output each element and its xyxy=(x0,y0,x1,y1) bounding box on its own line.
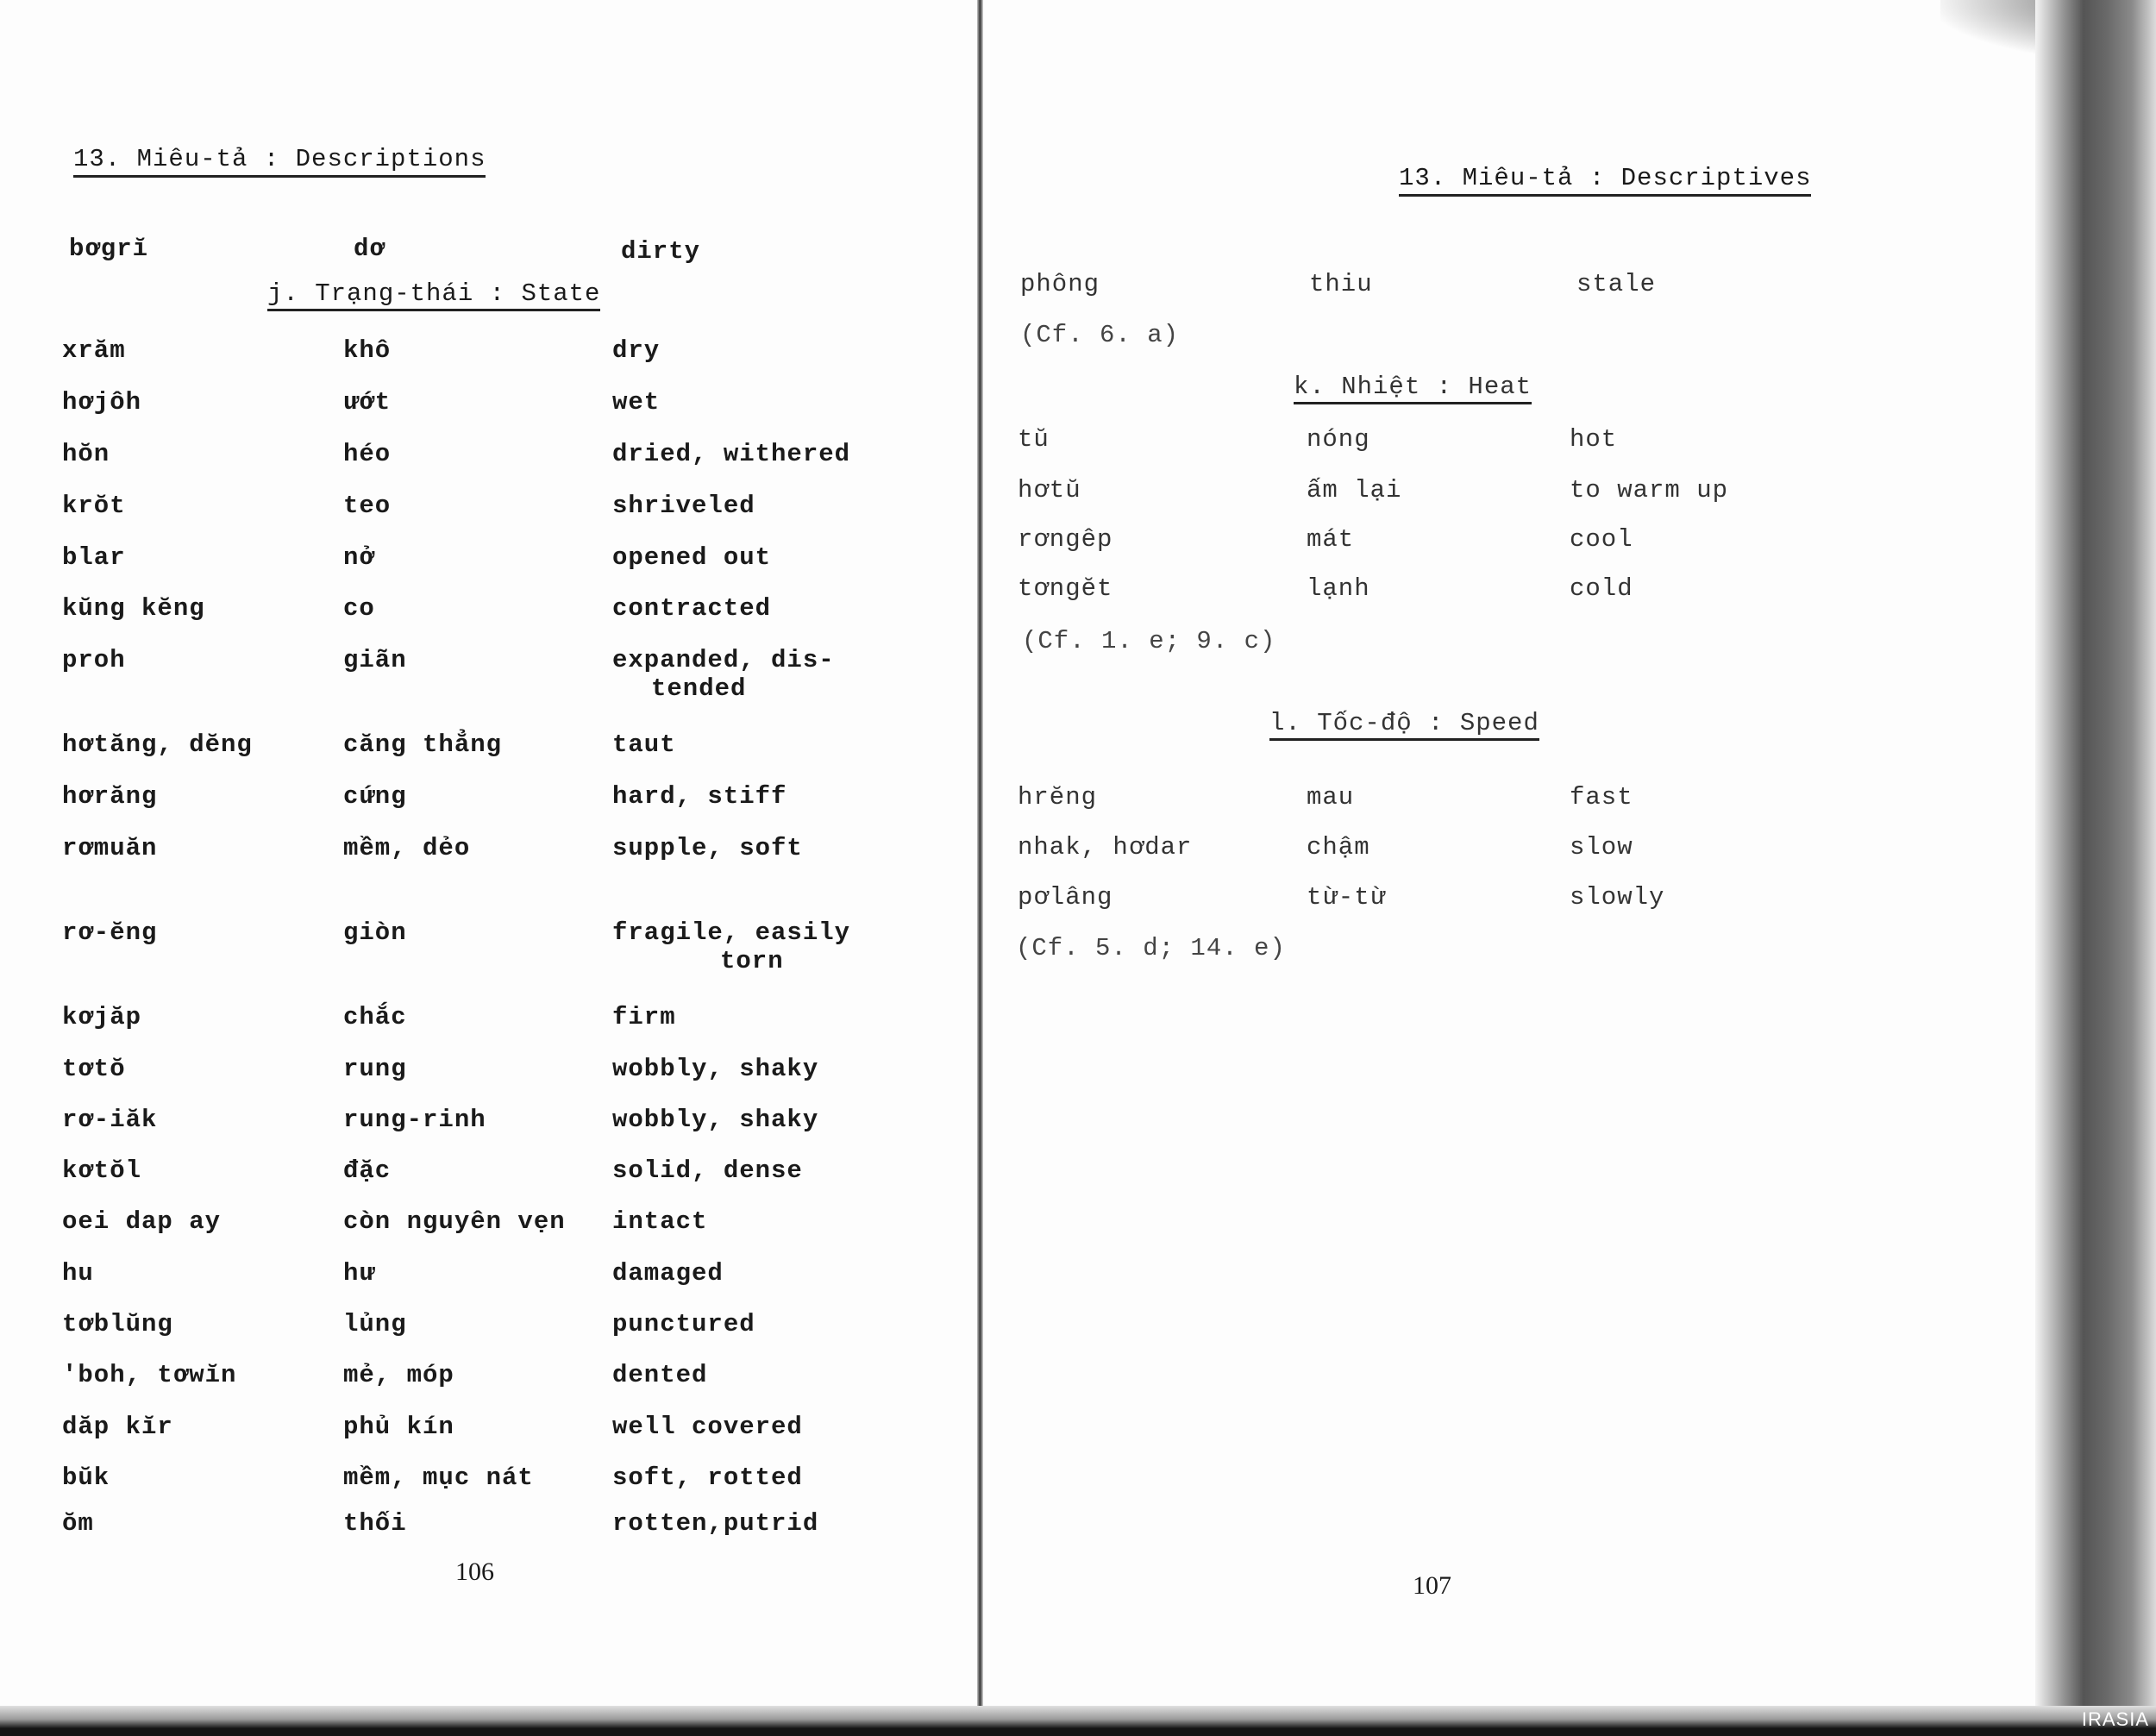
watermark: IRASIA xyxy=(2081,1708,2149,1730)
cell-english xyxy=(612,646,835,703)
section-heading-speed: l. Tốc-độ : Speed xyxy=(1269,709,1539,741)
cell-english: hot xyxy=(1570,425,1618,454)
cell-vietnamese: chậm xyxy=(1307,833,1370,862)
cell-vietnamese: hư xyxy=(343,1259,375,1288)
cell-english: solid, dense xyxy=(612,1156,803,1185)
cell-vietnamese: mẻ, móp xyxy=(343,1361,454,1389)
cell-vietnamese: lủng xyxy=(343,1310,407,1338)
cell-term: tŭ xyxy=(1018,425,1050,454)
cell-english: hard, stiff xyxy=(612,782,787,811)
page-number: 106 xyxy=(455,1557,494,1586)
cell-english: cool xyxy=(1570,525,1633,554)
cross-reference: (Cf. 5. d; 14. e) xyxy=(1016,934,1286,962)
cell-term: blar xyxy=(62,543,126,572)
book-spine xyxy=(977,0,983,1736)
cell-vietnamese: ấm lại xyxy=(1307,476,1402,505)
cell-vietnamese: mềm, mục nát xyxy=(343,1463,534,1492)
cell-english: slowly xyxy=(1570,883,1665,912)
cell-vietnamese: còn nguyên vẹn xyxy=(343,1207,566,1236)
cell-english: stale xyxy=(1576,270,1657,298)
cell-term: bŭk xyxy=(62,1463,110,1492)
cell-vietnamese: từ-từ xyxy=(1307,883,1387,912)
cell-vietnamese: mát xyxy=(1307,525,1355,554)
cell-vietnamese: teo xyxy=(343,492,392,520)
cell-vietnamese: lạnh xyxy=(1307,574,1370,603)
cell-term: kŭng kĕng xyxy=(62,594,205,623)
cell-vietnamese: mềm, dẻo xyxy=(343,834,471,862)
cell-term: hơjôh xyxy=(62,388,142,417)
cell-term: tơtŏ xyxy=(62,1055,126,1083)
cell-term: rơ-iăk xyxy=(62,1106,158,1134)
cell-term: tơblŭng xyxy=(62,1310,173,1338)
cell-term: hơtăng, dĕng xyxy=(62,730,253,759)
cell-term: nhak, hơdar xyxy=(1018,833,1193,862)
cell-term: pơlâng xyxy=(1018,883,1113,912)
cell-term: rơmuăn xyxy=(62,834,158,862)
cell-term: xrăm xyxy=(62,336,126,365)
cell-term: 'boh, tơwĭn xyxy=(62,1361,237,1389)
cell-english: dented xyxy=(612,1361,708,1389)
cell-english: dried, withered xyxy=(612,440,851,468)
cell-vietnamese: dơ xyxy=(354,235,385,263)
cell-term: krŏt xyxy=(62,492,126,520)
cell-term: hŏn xyxy=(62,440,110,468)
cell-english-line: fragile, easily xyxy=(612,918,851,947)
cell-term: hơrăng xyxy=(62,782,158,811)
cell-english: firm xyxy=(612,1003,676,1031)
cell-vietnamese: mau xyxy=(1307,783,1355,812)
cell-english: intact xyxy=(612,1207,708,1236)
cell-english: supple, soft xyxy=(612,834,803,862)
cell-term: rơngêp xyxy=(1018,525,1113,554)
cell-term: hu xyxy=(62,1259,94,1288)
cell-vietnamese: co xyxy=(343,594,375,623)
cell-vietnamese: giòn xyxy=(343,918,407,947)
cell-english: wobbly, shaky xyxy=(612,1055,819,1083)
cross-reference: (Cf. 1. e; 9. c) xyxy=(1022,627,1276,655)
cell-vietnamese: ướt xyxy=(343,388,392,417)
cell-term: bơgrĭ xyxy=(69,235,149,263)
cell-vietnamese: đặc xyxy=(343,1156,392,1185)
cross-reference: (Cf. 6. a) xyxy=(1020,321,1180,349)
cell-english xyxy=(612,918,850,975)
page-heading: 13. Miêu-tả : Descriptions xyxy=(73,145,486,178)
section-heading-state: j. Trạng-thái : State xyxy=(267,279,600,311)
cell-term: kơtŏl xyxy=(62,1156,142,1185)
cell-english: taut xyxy=(612,730,676,759)
cell-vietnamese: căng thẳng xyxy=(343,730,503,759)
cell-english: wobbly, shaky xyxy=(612,1106,819,1134)
cell-term: phông xyxy=(1020,270,1100,298)
cell-term: ŏm xyxy=(62,1509,94,1538)
cell-term: rơ-ĕng xyxy=(62,918,158,947)
right-page xyxy=(983,0,2061,1736)
cell-vietnamese: nóng xyxy=(1307,425,1370,454)
cell-vietnamese: cứng xyxy=(343,782,407,811)
cell-vietnamese: rung xyxy=(343,1055,407,1083)
cell-term: proh xyxy=(62,646,126,674)
cell-vietnamese: thiu xyxy=(1309,270,1373,298)
page-number: 107 xyxy=(1413,1571,1451,1600)
cell-english: opened out xyxy=(612,543,772,572)
page-heading: 13. Miêu-tả : Descriptives xyxy=(1399,164,1811,197)
cell-english-continuation: tended xyxy=(651,674,747,703)
cell-english: wet xyxy=(612,388,661,417)
cell-term: dăp kĭr xyxy=(62,1413,173,1441)
cell-vietnamese: giãn xyxy=(343,646,407,674)
cell-english: shriveled xyxy=(612,492,755,520)
cell-vietnamese: héo xyxy=(343,440,392,468)
cell-english: fast xyxy=(1570,783,1633,812)
cell-term: oei dap ay xyxy=(62,1207,222,1236)
left-page xyxy=(0,0,980,1736)
cell-english: dirty xyxy=(621,237,701,266)
cell-english: to warm up xyxy=(1570,476,1729,505)
cell-vietnamese: rung-rinh xyxy=(343,1106,486,1134)
page-edge-shadow xyxy=(2035,0,2156,1736)
cell-english-continuation: torn xyxy=(720,947,784,975)
cell-vietnamese: chắc xyxy=(343,1003,407,1031)
cell-english: soft, rotted xyxy=(612,1463,803,1492)
cell-vietnamese: thối xyxy=(343,1509,407,1538)
cell-vietnamese: khô xyxy=(343,336,392,365)
cell-english: dry xyxy=(612,336,661,365)
cell-term: hơtŭ xyxy=(1018,476,1081,505)
cell-term: tơngĕt xyxy=(1018,574,1113,603)
cell-english-line: expanded, dis- xyxy=(612,646,835,674)
cell-english: damaged xyxy=(612,1259,724,1288)
cell-english: rotten,putrid xyxy=(612,1509,819,1538)
cell-vietnamese: phủ kín xyxy=(343,1413,454,1441)
cell-english: contracted xyxy=(612,594,772,623)
cell-english: cold xyxy=(1570,574,1633,603)
cell-vietnamese: nở xyxy=(343,543,375,572)
cell-english: punctured xyxy=(612,1310,755,1338)
cell-term: hrĕng xyxy=(1018,783,1098,812)
cell-english: well covered xyxy=(612,1413,803,1441)
scan-bottom-edge xyxy=(0,1706,2156,1736)
section-heading-heat: k. Nhiệt : Heat xyxy=(1294,373,1532,404)
cell-term: kơjăp xyxy=(62,1003,142,1031)
cell-english: slow xyxy=(1570,833,1633,862)
